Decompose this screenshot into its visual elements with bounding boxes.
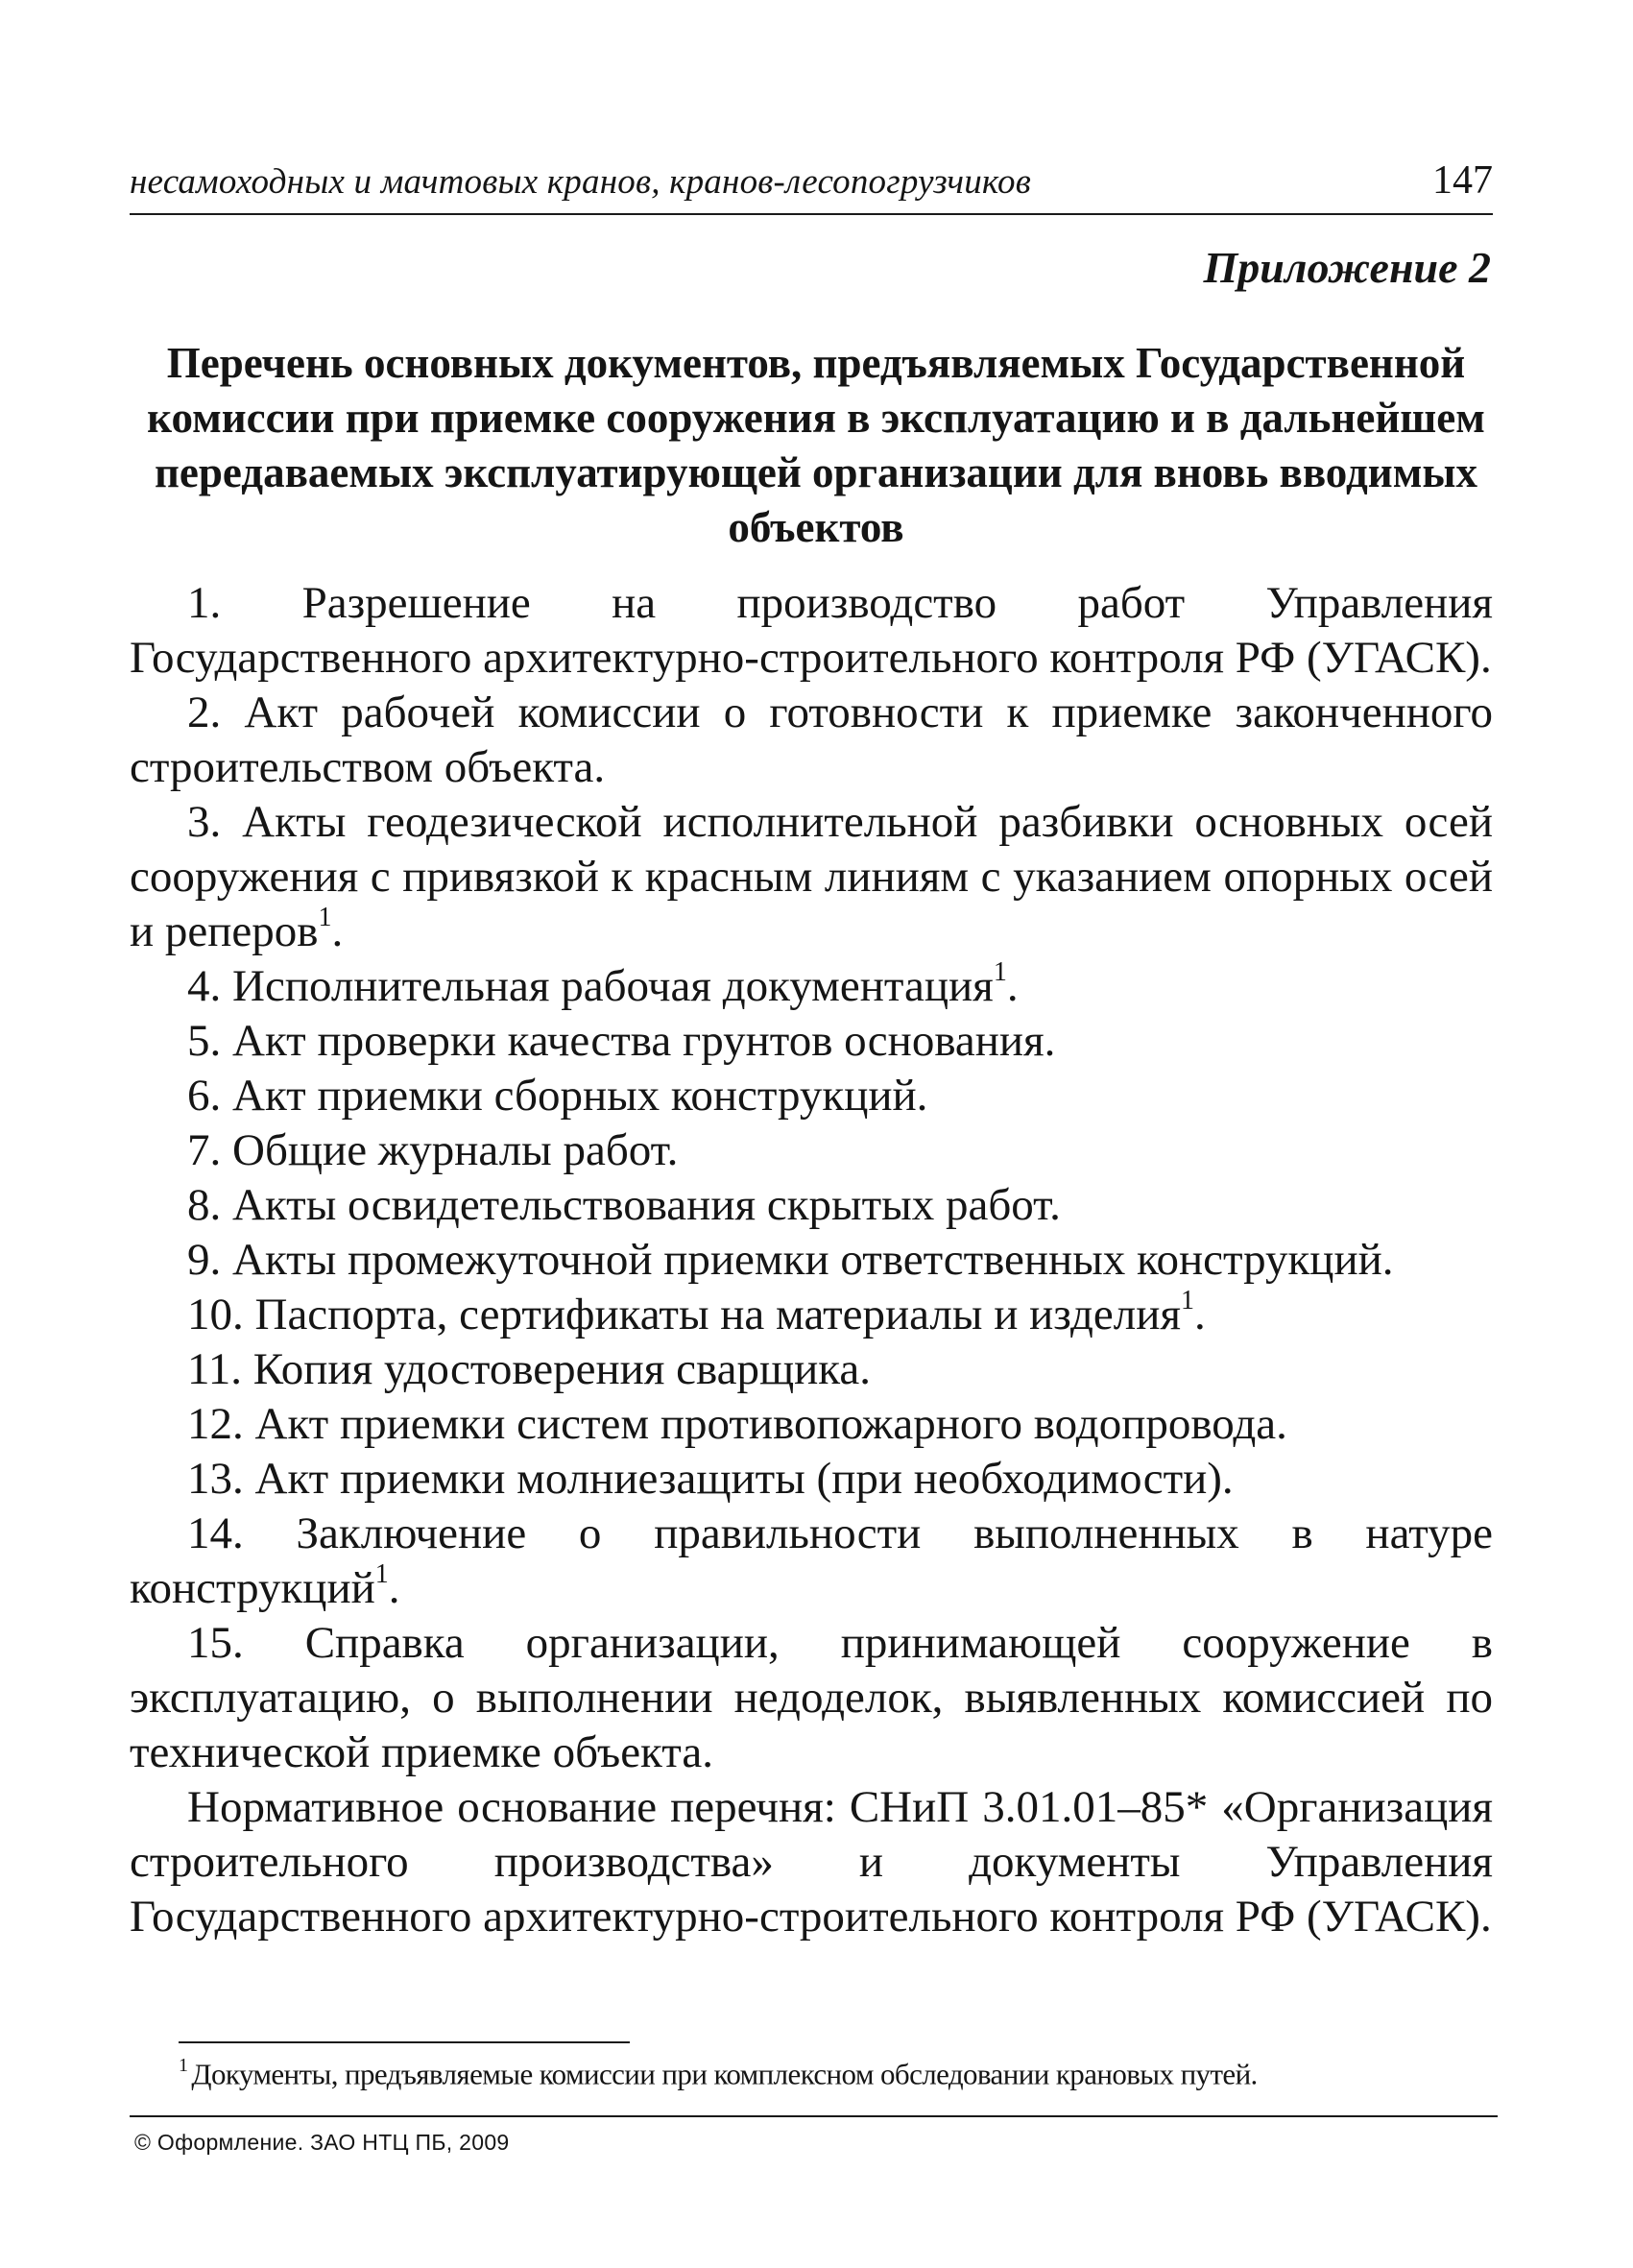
- footer-rule: [130, 2115, 1498, 2117]
- list-item: 4. Исполнительная рабочая документация$^1$.: [187, 957, 1019, 1011]
- list-item: 3. Акты геодезической исполнительной разбивки основных осей сооружения с привязкой к красным линиям с указанием опорных осей и реперов$^1$.: [130, 797, 1493, 956]
- copyright-notice: © Оформление. ЗАО НТЦ ПБ, 2009: [134, 2130, 510, 2155]
- list-item: 11. Копия удостоверения сварщика.: [187, 1344, 872, 1394]
- list-item: 1. Разрешение на производство работ Управления Государственного архитектурно-строительного контроля РФ (УГАСК).: [130, 578, 1493, 683]
- footnote: [179, 2048, 1503, 2093]
- list-item: 7. Общие журналы работ.: [187, 1125, 679, 1175]
- list-item: 6. Акт приемки сборных конструкций.: [187, 1071, 928, 1121]
- footnote-ref: 1: [374, 1559, 389, 1590]
- list-item: 14. Заключение о правильности выполненных в натуре конструкций$^1$.: [130, 1508, 1493, 1613]
- running-title: несамоходных и мачтовых кранов, кранов-лесопогрузчиков: [130, 162, 1031, 202]
- heading-line: комиссии при приемке сооружения в эксплуатацию и в дальнейшем: [147, 394, 1485, 442]
- list-item: 9. Акты промежуточной приемки ответственных конструкций.: [187, 1235, 1394, 1285]
- footnote-ref: 1: [993, 957, 1007, 988]
- heading-line: передаваемых эксплуатирующей организации для вновь вводимых: [155, 448, 1477, 496]
- header-rule: [130, 213, 1493, 215]
- footnote-rule: [179, 2041, 630, 2043]
- list-item: 13. Акт приемки молниезащиты (при необходимости).: [187, 1454, 1234, 1504]
- list-item: 2. Акт рабочей комиссии о готовности к приемке законченного строительством объекта.: [130, 688, 1493, 792]
- footnote-mark: 1: [179, 2055, 188, 2076]
- heading-line: объектов: [728, 503, 904, 551]
- heading-line: Перечень основных документов, предъявляемых Государственной: [166, 339, 1466, 387]
- page-number: 147: [1432, 158, 1493, 203]
- footnote-text: Документы, предъявляемые комиссии при комплексном обследовании крановых путей.: [191, 2057, 1258, 2091]
- running-header: [130, 158, 1493, 211]
- document-list: [130, 576, 1493, 1944]
- list-item: 8. Акты освидетельствования скрытых работ.: [187, 1180, 1061, 1230]
- list-item: 15. Справка организации, принимающей сооружение в эксплуатацию, о выполнении недоделок, выявленных комиссией по технической приемке объекта.: [130, 1618, 1493, 1777]
- list-item: 12. Акт приемки систем противопожарного водопровода.: [187, 1399, 1287, 1449]
- footnote-ref: 1: [318, 903, 332, 933]
- document-heading: [125, 336, 1507, 555]
- list-item: 5. Акт проверки качества грунтов основания.: [187, 1016, 1056, 1066]
- footnote-ref: 1: [1181, 1286, 1194, 1316]
- appendix-label: Приложение 2: [1203, 243, 1491, 292]
- list-item: 10. Паспорта, сертификаты на материалы и изделия$^1$.: [187, 1286, 1206, 1339]
- normative-basis: Нормативное основание перечня: СНиП 3.01.01–85* «Организация строительного производства» и документы Управления Государственного архитектурно-строительного контроля РФ (УГАСК).: [130, 1782, 1493, 1942]
